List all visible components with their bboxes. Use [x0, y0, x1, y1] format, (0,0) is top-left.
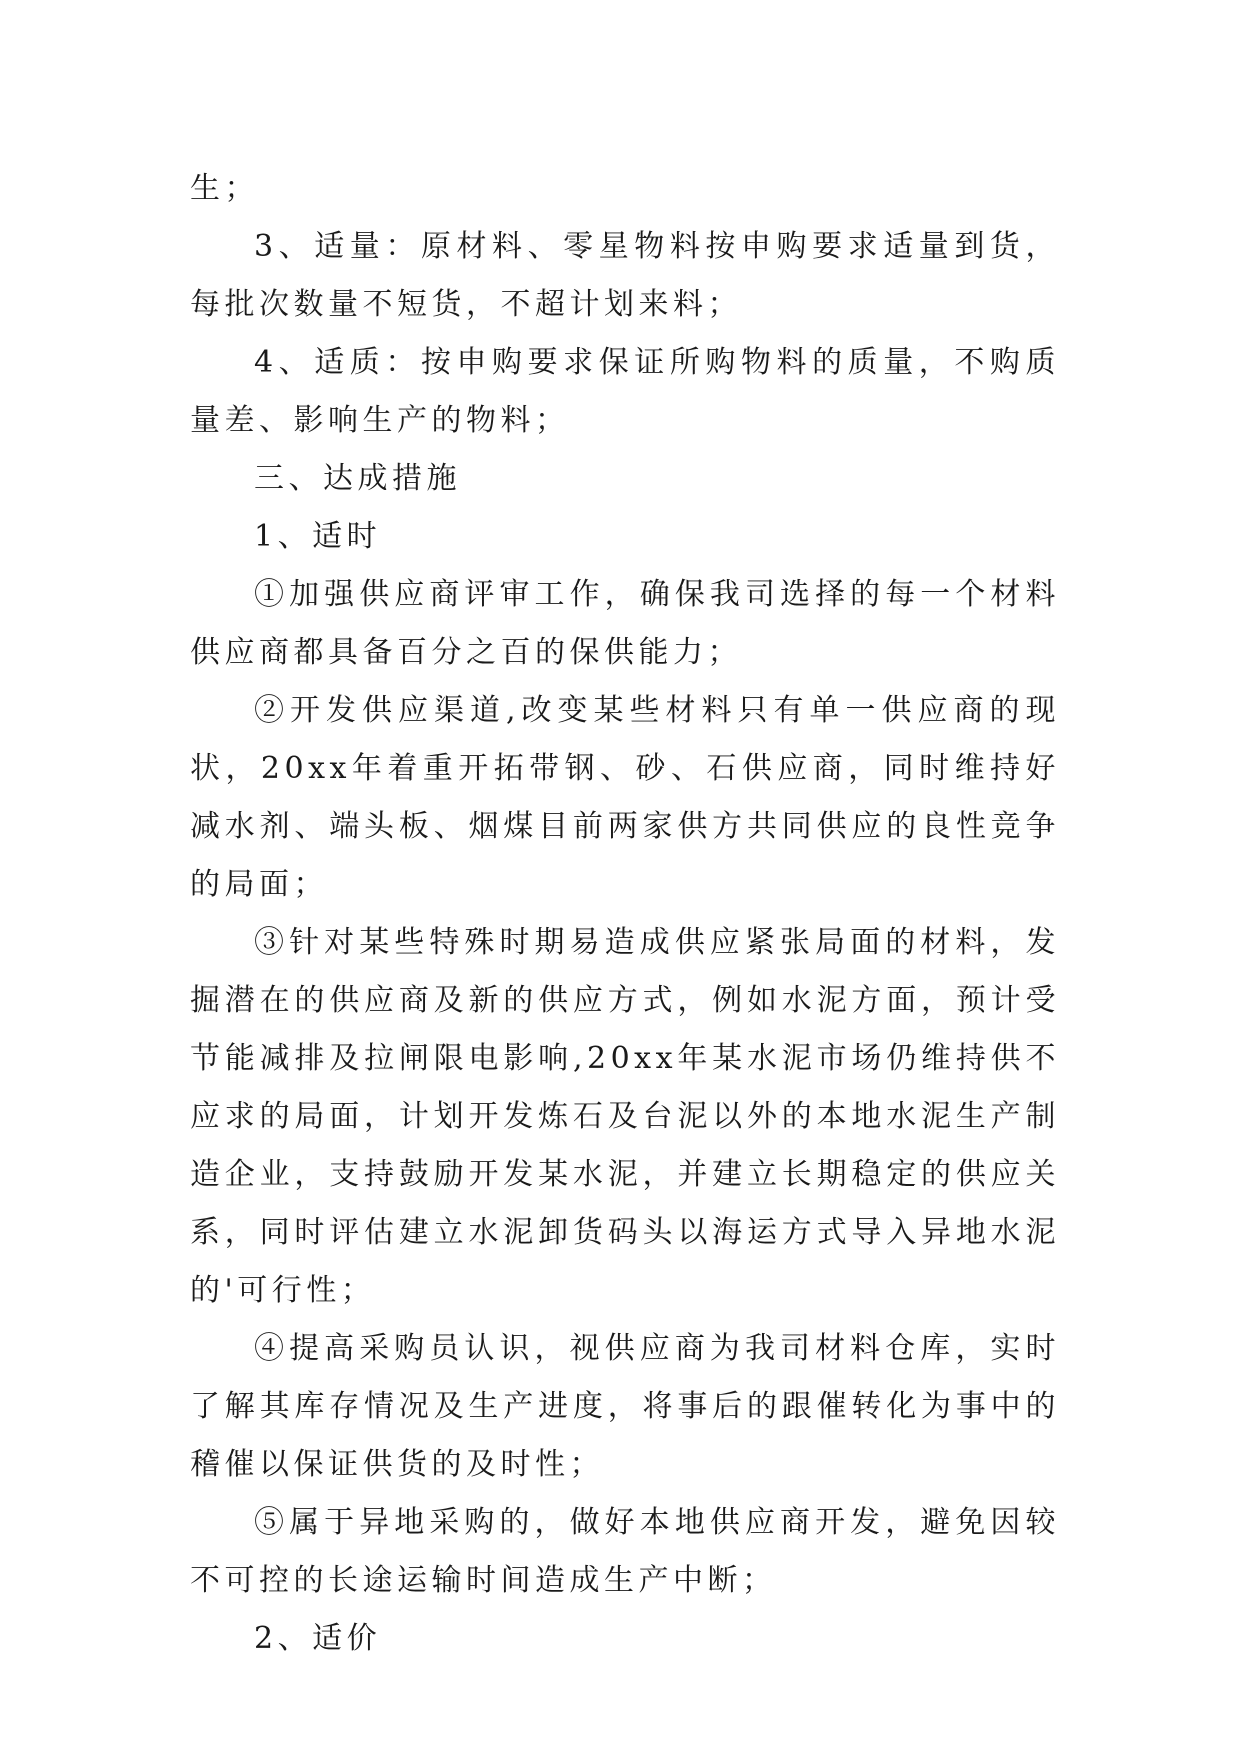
paragraph-item-3: ③针对某些特殊时期易造成供应紧张局面的材料，发掘潜在的供应商及新的供应方式，例如水泥方面，预计受节能减排及拉闸限电影响,20xx年某水泥市场仍维持供不应求的局面，计划开发炼石及台泥以外的本地水泥生产制造企业，支持鼓励开发某水泥，并建立长期稳定的供应关系，同时评估建立水泥卸货码头以海运方式导入异地水泥的'可行性； — [190, 925, 1060, 1308]
section-heading-measures: 三、达成措施 — [254, 461, 461, 496]
paragraph-continuation: 生； — [190, 171, 259, 206]
subheading-price: 2、适价 — [254, 1621, 382, 1656]
paragraph-item-5: ⑤属于异地采购的，做好本地供应商开发，避免因较不可控的长途运输时间造成生产中断； — [190, 1505, 1060, 1598]
paragraph-quality: 4、适质：按申购要求保证所购物料的质量，不购质量差、影响生产的物料； — [190, 345, 1060, 438]
document-body — [190, 160, 1060, 1668]
paragraph-item-2: ②开发供应渠道,改变某些材料只有单一供应商的现状，20xx年着重开拓带钢、砂、石供应商，同时维持好减水剂、端头板、烟煤目前两家供方共同供应的良性竞争的局面； — [190, 693, 1060, 902]
paragraph-quantity: 3、适量：原材料、零星物料按申购要求适量到货，每批次数量不短货，不超计划来料； — [190, 229, 1060, 322]
subheading-timely: 1、适时 — [254, 519, 382, 554]
paragraph-item-1: ①加强供应商评审工作，确保我司选择的每一个材料供应商都具备百分之百的保供能力； — [190, 577, 1060, 670]
paragraph-item-4: ④提高采购员认识，视供应商为我司材料仓库，实时了解其库存情况及生产进度，将事后的跟催转化为事中的稽催以保证供货的及时性； — [190, 1331, 1060, 1482]
